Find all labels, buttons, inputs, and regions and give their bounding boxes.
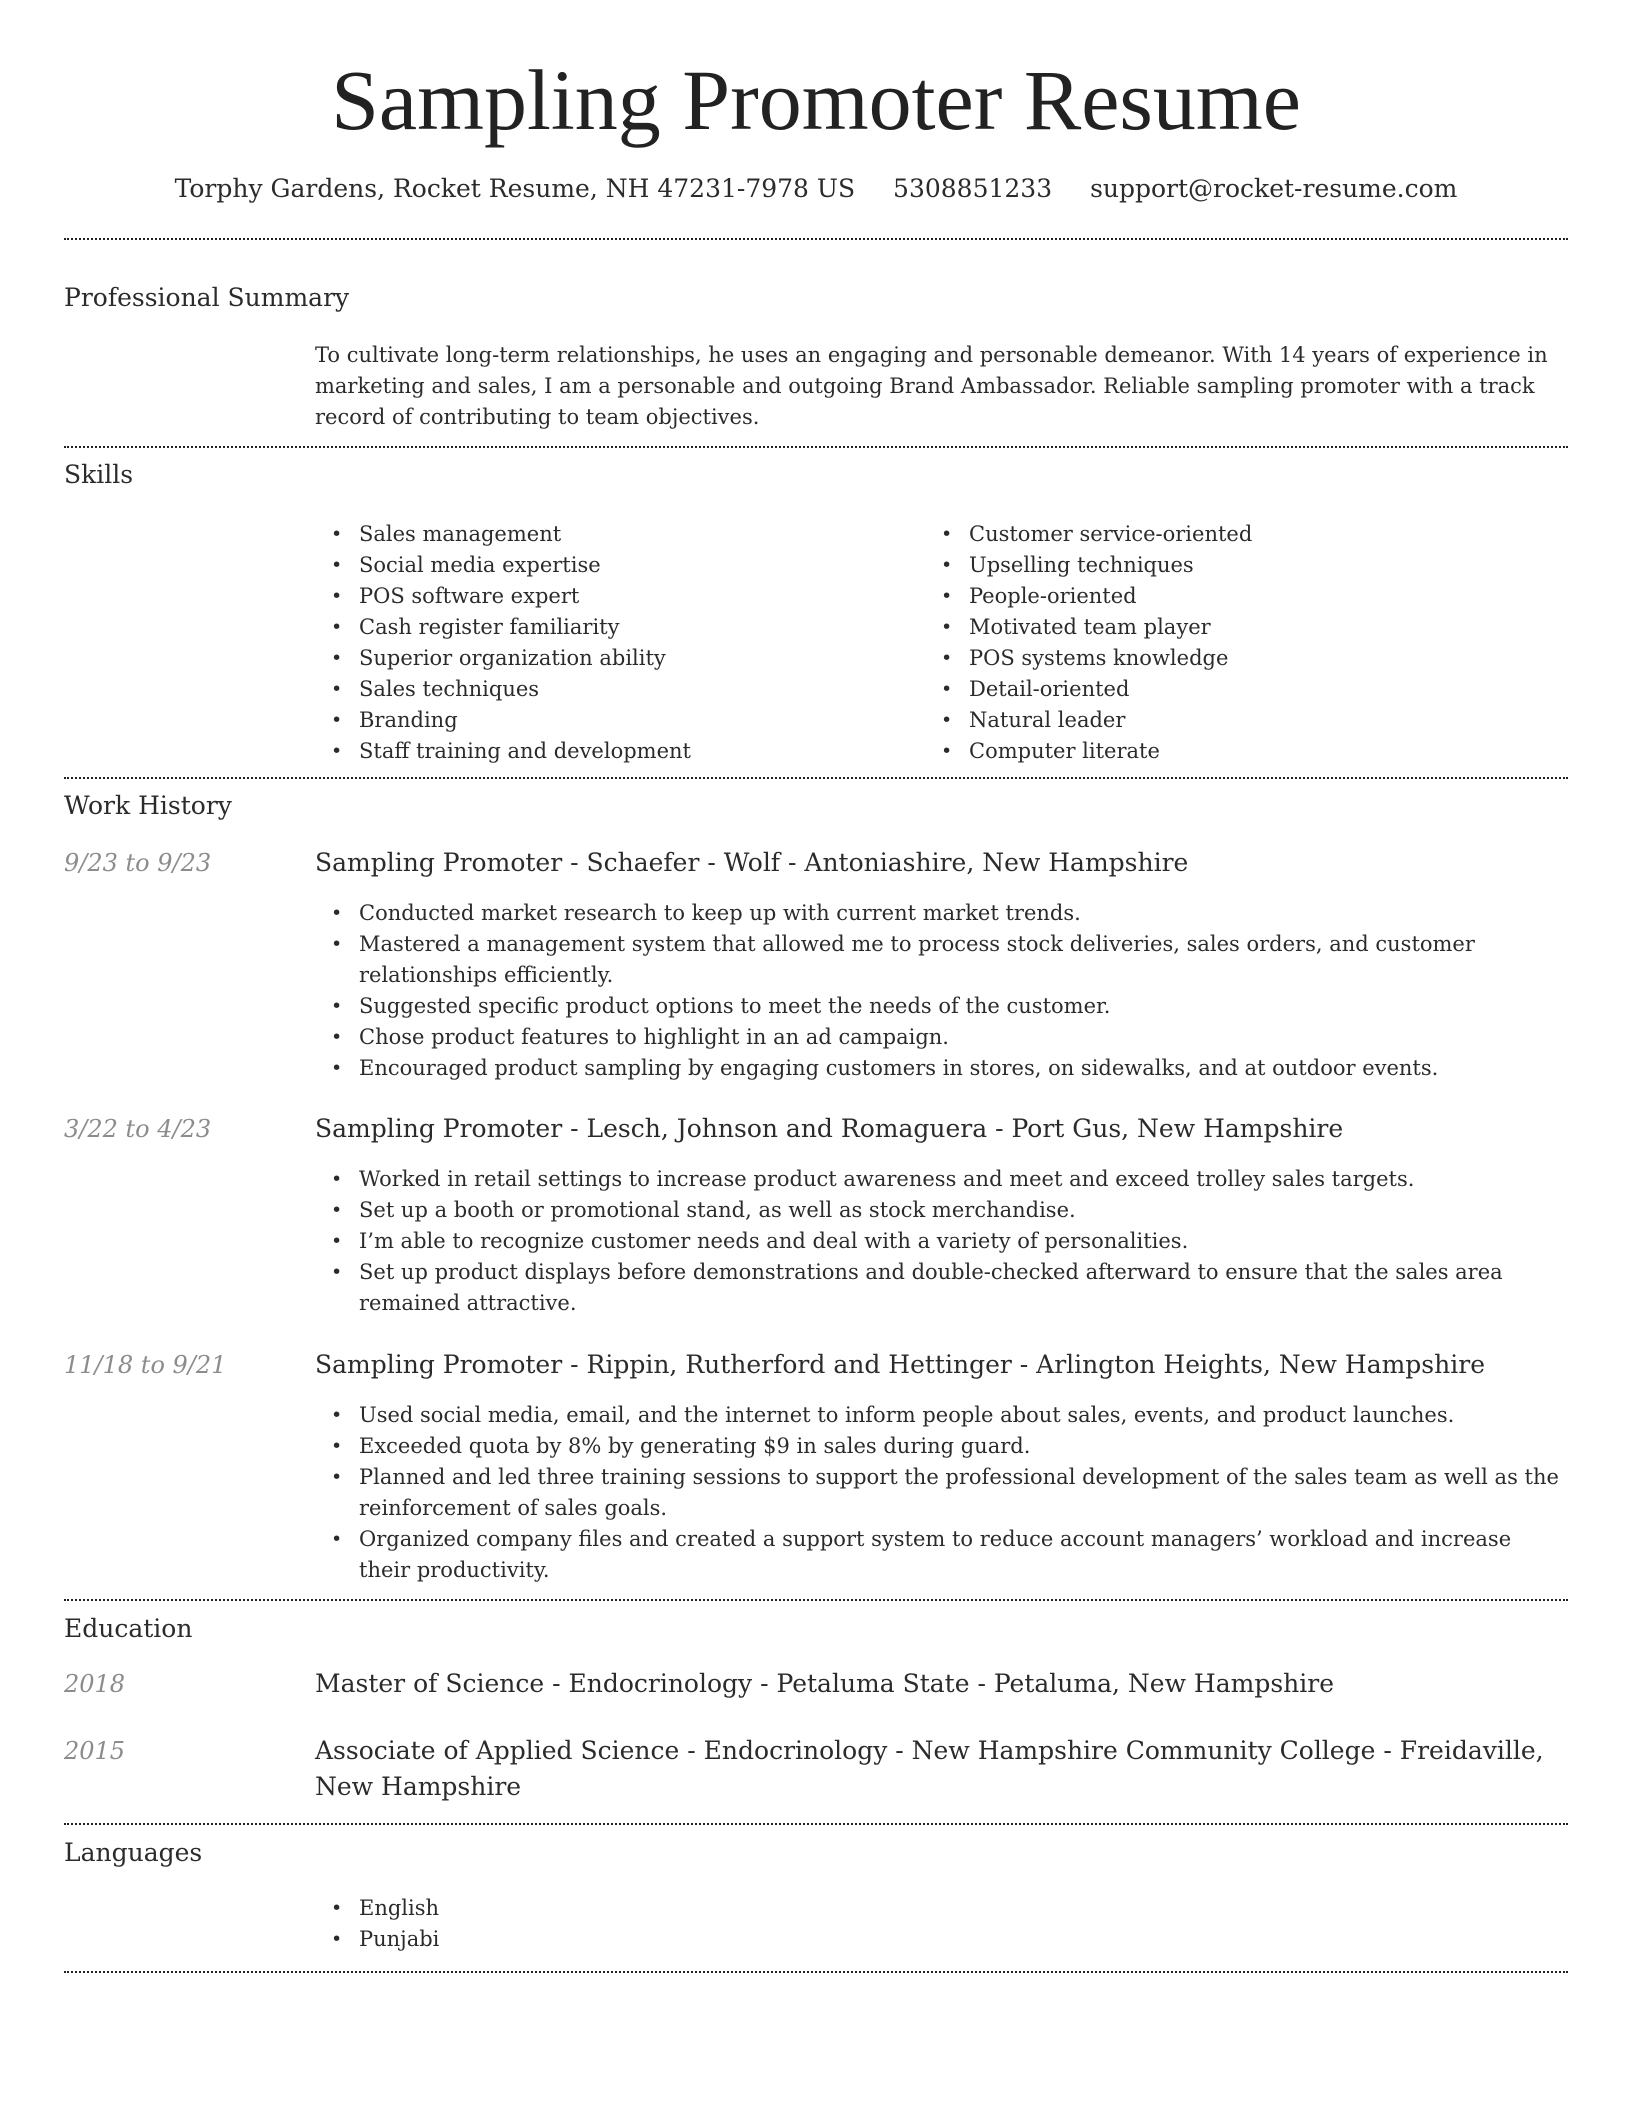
job-title: Sampling Promoter - Lesch, Johnson and Romaguera - Port Gus, New Hampshire (315, 1114, 1344, 1143)
section-divider (64, 446, 1568, 448)
contact-email: support@rocket-resume.com (1090, 174, 1458, 203)
summary-heading: Professional Summary (64, 283, 350, 312)
job-bullet: • Suggested specific product options to meet the needs of the customer. (315, 991, 1565, 1022)
resume-title: Sampling Promoter Resume (331, 52, 1301, 148)
language-item: • English (315, 1893, 1565, 1924)
education-heading: Education (64, 1614, 193, 1643)
education-year: 2018 (64, 1670, 126, 1698)
job-title: Sampling Promoter - Schaefer - Wolf - Antoniashire, New Hampshire (315, 848, 1189, 877)
job-bullets (315, 1400, 1565, 1586)
job-bullet: • Conducted market research to keep up with current market trends. (315, 898, 1565, 929)
skill-item: • Superior organization ability (315, 643, 905, 674)
job-bullet: • Used social media, email, and the internet to inform people about sales, events, and product launches. (315, 1400, 1565, 1431)
skill-item: • Natural leader (925, 705, 1565, 736)
skill-item: • Detail-oriented (925, 674, 1565, 705)
job-title: Sampling Promoter - Rippin, Rutherford and Hettinger - Arlington Heights, New Hampshire (315, 1350, 1485, 1379)
job-bullet: • I’m able to recognize customer needs and deal with a variety of personalities. (315, 1226, 1565, 1257)
skill-item: • Social media expertise (315, 550, 905, 581)
job-bullet: • Organized company files and created a support system to reduce account managers’ workload and increase their productivity. (315, 1524, 1565, 1586)
skills-list-right (925, 519, 1565, 767)
skill-item: • Staff training and development (315, 736, 905, 767)
skill-item: • Sales techniques (315, 674, 905, 705)
section-divider (64, 777, 1568, 779)
skills-list-left (315, 519, 905, 767)
skill-item: • Branding (315, 705, 905, 736)
job-bullet: • Exceeded quota by 8% by generating $9 in sales during guard. (315, 1431, 1565, 1462)
contact-address: Torphy Gardens, Rocket Resume, NH 47231-7978 US (174, 174, 856, 203)
job-dates: 3/22 to 4/23 (64, 1115, 212, 1143)
job-dates: 11/18 to 9/21 (64, 1351, 227, 1379)
education-year: 2015 (64, 1737, 126, 1765)
contact-line (0, 172, 1632, 206)
education-entry: Associate of Applied Science - Endocrinology - New Hampshire Community College - Freidaville, New Hampshire (315, 1736, 1544, 1801)
section-divider (64, 1971, 1568, 1973)
summary-text: To cultivate long-term relationships, he uses an engaging and personable demeanor. With 14 years of experience in marketing and sales, I am a personable and outgoing Brand Ambassador. Reliable sampling promoter with a track record of contributing to team objectives. (315, 343, 1548, 429)
job-bullet: • Encouraged product sampling by engaging customers in stores, on sidewalks, and at outdoor events. (315, 1053, 1565, 1084)
job-bullets (315, 1164, 1565, 1319)
contact-phone: 5308851233 (893, 174, 1053, 203)
job-bullet: • Mastered a management system that allowed me to process stock deliveries, sales orders, and customer relationships efficiently. (315, 929, 1565, 991)
skills-heading: Skills (64, 460, 134, 489)
section-divider (64, 1823, 1568, 1825)
skill-item: • Customer service-oriented (925, 519, 1565, 550)
education-entry: Master of Science - Endocrinology - Petaluma State - Petaluma, New Hampshire (315, 1669, 1335, 1698)
language-item: • Punjabi (315, 1924, 1565, 1955)
job-bullet: • Set up a booth or promotional stand, as well as stock merchandise. (315, 1195, 1565, 1226)
section-divider (64, 1599, 1568, 1601)
skill-item: • Upselling techniques (925, 550, 1565, 581)
skill-item: • POS software expert (315, 581, 905, 612)
job-bullet: • Planned and led three training sessions to support the professional development of the sales team as well as the reinforcement of sales goals. (315, 1462, 1565, 1524)
job-bullet: • Chose product features to highlight in an ad campaign. (315, 1022, 1565, 1053)
skill-item: • People-oriented (925, 581, 1565, 612)
languages-list (315, 1893, 1565, 1955)
work-heading: Work History (64, 791, 232, 820)
job-dates: 9/23 to 9/23 (64, 849, 212, 877)
languages-heading: Languages (64, 1838, 203, 1867)
job-bullet: • Worked in retail settings to increase product awareness and meet and exceed trolley sales targets. (315, 1164, 1565, 1195)
skill-item: • Sales management (315, 519, 905, 550)
section-divider (64, 238, 1568, 240)
skill-item: • Cash register familiarity (315, 612, 905, 643)
skill-item: • POS systems knowledge (925, 643, 1565, 674)
skill-item: • Motivated team player (925, 612, 1565, 643)
skill-item: • Computer literate (925, 736, 1565, 767)
job-bullet: • Set up product displays before demonstrations and double-checked afterward to ensure that the sales area remained attractive. (315, 1257, 1565, 1319)
job-bullets (315, 898, 1565, 1084)
